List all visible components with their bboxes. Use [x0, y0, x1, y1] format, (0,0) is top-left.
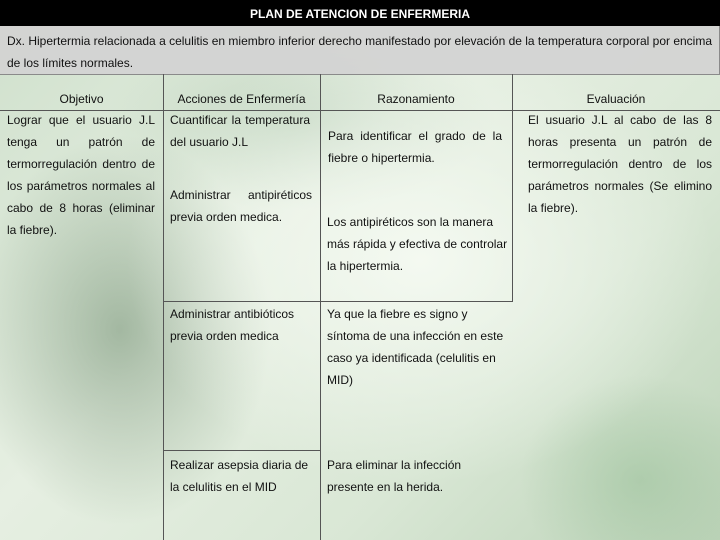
row-divider	[163, 450, 320, 451]
razonamiento-cell: Para identificar el grado de la fiebre o hipertermia.	[328, 129, 502, 165]
accion-cell: Administrar antipiréticos previa orden medica.	[170, 188, 312, 224]
header-objetivo: Objetivo	[59, 92, 104, 106]
razonamiento-cell: Para eliminar la infección presente en la herida.	[327, 458, 462, 494]
header-razonamiento: Razonamiento	[377, 92, 455, 106]
column-divider	[512, 74, 513, 302]
accion-cell: Realizar asepsia diaria de la celulitis en el MID	[170, 458, 309, 494]
header-evaluacion: Evaluación	[586, 92, 646, 106]
page-title: PLAN DE ATENCION DE ENFERMERIA	[0, 0, 720, 26]
accion-cell: Cuantificar la temperatura del usuario J.L	[170, 113, 310, 149]
accion-cell: Administrar antibióticos previa orden medica	[170, 307, 295, 343]
razonamiento-cell: Ya que la fiebre es signo y síntoma de una infección en este caso ya identificada (celulitis en MID)	[327, 307, 504, 387]
razonamiento-cell: Los antipiréticos son la manera más rápida y efectiva de controlar la hipertermia.	[327, 215, 508, 273]
row-divider	[163, 301, 513, 302]
objetivo-cell: Lograr que el usuario J.L tenga un patrón de termorregulación dentro de los parámetros normales al cabo de 8 horas (eliminar la fiebre).	[7, 113, 155, 237]
evaluacion-cell: El usuario J.L al cabo de las 8 horas presenta un patrón de termorregulación dentro de los parámetros normales (Se elimino la fiebre).	[528, 113, 712, 215]
column-divider	[320, 74, 321, 540]
diagnosis-text: Dx. Hipertermia relacionada a celulitis en miembro inferior derecho manifestado por elevación de la temperatura corporal por encima de los límites normales.	[7, 34, 713, 70]
column-divider	[163, 74, 164, 540]
header-acciones: Acciones de Enfermería	[177, 92, 306, 106]
